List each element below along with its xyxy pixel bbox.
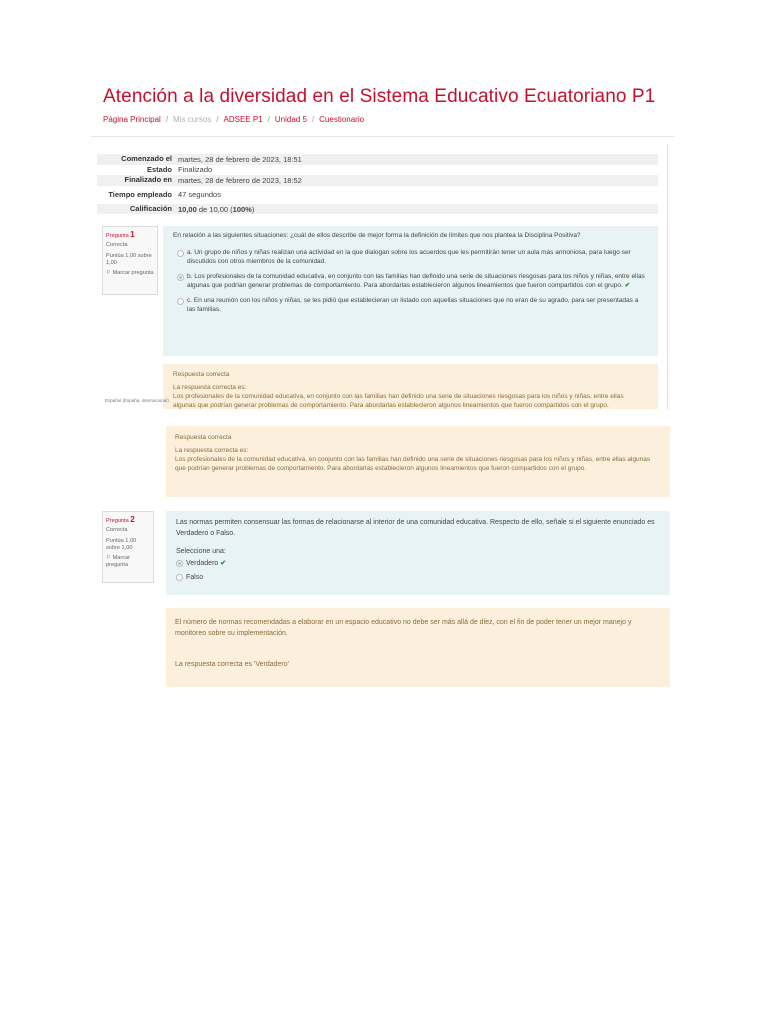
radio-option-c[interactable]: [177, 298, 184, 305]
question-2-text: Las normas permiten consensuar las formas de relacionarse al interior de una comunidad educativa. Respecto de ello, señale si el siguiente enunciado es Verdadero o Falso.: [176, 519, 655, 537]
question-2-info: Pregunta 2 Correcta Puntúa 1,00 sobre 1,00 ⚐ Marcar pregunta: [102, 511, 154, 583]
language-selector[interactable]: Español (España, internacional): [105, 398, 169, 403]
breadcrumb-quiz[interactable]: Cuestionario: [319, 115, 365, 124]
radio-true[interactable]: [176, 560, 183, 567]
flag-question-button[interactable]: ⚐ Marcar pregunta: [106, 555, 130, 568]
question-1-info: Pregunta 1 Correcta Puntúa 1,00 sobre 1,00 ⚐ Marcar pregunta: [102, 226, 158, 295]
screenshot-quiz-summary: [91, 144, 669, 409]
summary-row-grade: Calificación 10,00 de 10,00 (100%): [97, 204, 658, 215]
question-1-content: [163, 226, 658, 356]
answer-option-c[interactable]: c. En una reunión con los niños y niñas, se les pidió que establecieran un listado con aquellas situaciones que no eran de su agrado, para ser presentadas a las familias.: [177, 296, 648, 314]
summary-row: Finalizado en martes, 28 de febrero de 2023, 18:52: [97, 175, 658, 186]
answer-option-b[interactable]: b. Los profesionales de la comunidad educativa, en conjunto con las familias han definido una serie de situaciones riesgosas para los niños y niñas, entre ellas algunas que podrían generar problemas de comportamiento. Para abordarlas establecieron algunos lineamientos que fueron compartidos con el grupo. ✔: [177, 272, 648, 290]
check-icon: ✔: [624, 282, 631, 289]
flag-icon: ⚐: [106, 555, 112, 561]
screenshot-border: [667, 144, 668, 409]
question-1-feedback: Respuesta correcta La respuesta correcta es: Los profesionales de la comunidad educativa, en conjunto con las familias han definido una serie de situaciones riesgosas para los niños y niñas, entre ellas algunas que podrían generar problemas de comportamiento. Para abordarlas establecieron algunos lineamientos que fueron compartidos con el grupo.: [166, 426, 670, 497]
attempt-summary-table: [97, 154, 658, 214]
question-1-text: En relación a las siguientes situaciones: ¿cuál de ellos describe de mejor forma la definición de límites que nos plantea la Disciplina Positiva?: [173, 232, 581, 239]
breadcrumb: Página Principal / Mis cursos / ADSEE P1 / Unidad 5 / Cuestionario: [103, 115, 365, 124]
question-2-feedback: El número de normas recomendadas a elaborar en un espacio educativo no debe ser más allá de diez, con el fin de poder tener un mejor manejo y monitoreo sobre su implementación. La respuesta correcta es 'Verdadero': [166, 608, 670, 687]
check-icon: ✔: [220, 560, 227, 567]
breadcrumb-home[interactable]: Página Principal: [103, 115, 161, 124]
radio-option-a[interactable]: [177, 250, 184, 257]
flag-icon: ⚐: [106, 270, 112, 276]
answer-option-false[interactable]: Falso: [176, 572, 660, 583]
summary-row: Tiempo empleado 47 segundos: [108, 189, 221, 200]
summary-row: Estado Finalizado: [146, 164, 213, 175]
breadcrumb-my-courses[interactable]: Mis cursos: [173, 115, 212, 124]
question-1-feedback-cropped: Respuesta correcta La respuesta correcta es: Los profesionales de la comunidad educativa, en conjunto con las familias han definido una serie de situaciones riesgosas para los niños y niñas, entre ellas algunas que podrían generar problemas de comportamiento. Para abordarlas establecieron algunos lineamientos que fueron compartidos con el grupo.: [163, 364, 658, 409]
page-title: Atención a la diversidad en el Sistema Educativo Ecuatoriano P1: [103, 86, 656, 107]
summary-row: Comenzado el martes, 28 de febrero de 2023, 18:51: [97, 154, 658, 165]
radio-option-b[interactable]: [177, 274, 184, 281]
answer-option-a[interactable]: a. Un grupo de niños y niñas realizan una actividad en la que dialogan sobre los acuerdos que les permitirán tener un aula más armoniosa, para luego ser discutidos con otros miembros de la comunidad.: [177, 248, 648, 266]
question-2-content: Las normas permiten consensuar las formas de relacionarse al interior de una comunidad educativa. Respecto de ello, señale si el siguiente enunciado es Verdadero o Falso. Seleccione una: Verdadero ✔ Falso: [166, 511, 670, 595]
radio-false[interactable]: [176, 574, 183, 581]
breadcrumb-course[interactable]: ADSEE P1: [223, 115, 263, 124]
breadcrumb-unit[interactable]: Unidad 5: [274, 115, 307, 124]
answer-option-true[interactable]: Verdadero ✔: [176, 558, 660, 569]
flag-question-button[interactable]: ⚐ Marcar pregunta: [106, 270, 154, 276]
header-divider: [91, 136, 675, 137]
